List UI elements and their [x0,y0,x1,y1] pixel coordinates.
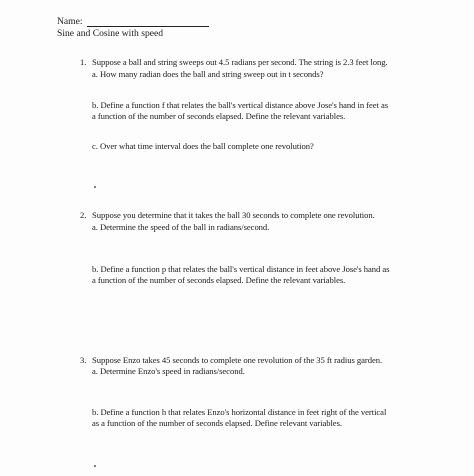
question-3-part-b-line1: b. Define a function h that relates Enzo's horizontal distance in feet right of the vertical [92,407,387,417]
stray-mark [94,186,96,188]
stray-mark [94,465,96,467]
question-2-number: 2. [80,210,87,220]
question-3-part-a: a. Determine Enzo's speed in radians/second. [92,366,245,376]
question-3-part-b-line2: as a function of the number of seconds elapsed. Define relevant variables. [92,418,342,428]
question-1-stem [80,58,388,67]
question-2-part-b-line2: a function of the number of seconds elapsed. Define the relevant variables. [92,275,346,285]
question-2-part-b-line1: b. Define a function p that relates the ball's vertical distance in feet above Jose's hand as [92,264,390,274]
question-3-text: Suppose Enzo takes 45 seconds to complete one revolution of the 35 ft radius garden. [92,355,383,365]
question-1-part-b-line2: a function of the number of seconds elapsed. Define the relevant variables. [92,111,346,121]
question-2-text: Suppose you determine that it takes the ball 30 seconds to complete one revolution. [92,210,375,220]
question-1-text: Suppose a ball and string sweeps out 4.5 radians per second. The string is 2.3 feet long. [92,57,388,67]
worksheet-title: Sine and Cosine with speed [57,28,164,39]
question-3-stem [80,356,382,365]
name-blank-line [87,26,209,27]
question-3-number: 3. [80,355,87,365]
question-1-part-a: a. How many radian does the ball and string sweep out in t seconds? [92,69,324,79]
question-1-part-b-line1: b. Define a function f that relates the ball's vertical distance above Jose's hand in feet as [92,100,389,110]
name-label: Name: [57,16,83,27]
question-1-number: 1. [80,57,87,67]
question-1-part-c: c. Over what time interval does the ball complete one revolution? [92,141,314,151]
question-2-stem [80,211,375,220]
question-2-part-a: a. Determine the speed of the ball in radians/second. [92,222,270,232]
